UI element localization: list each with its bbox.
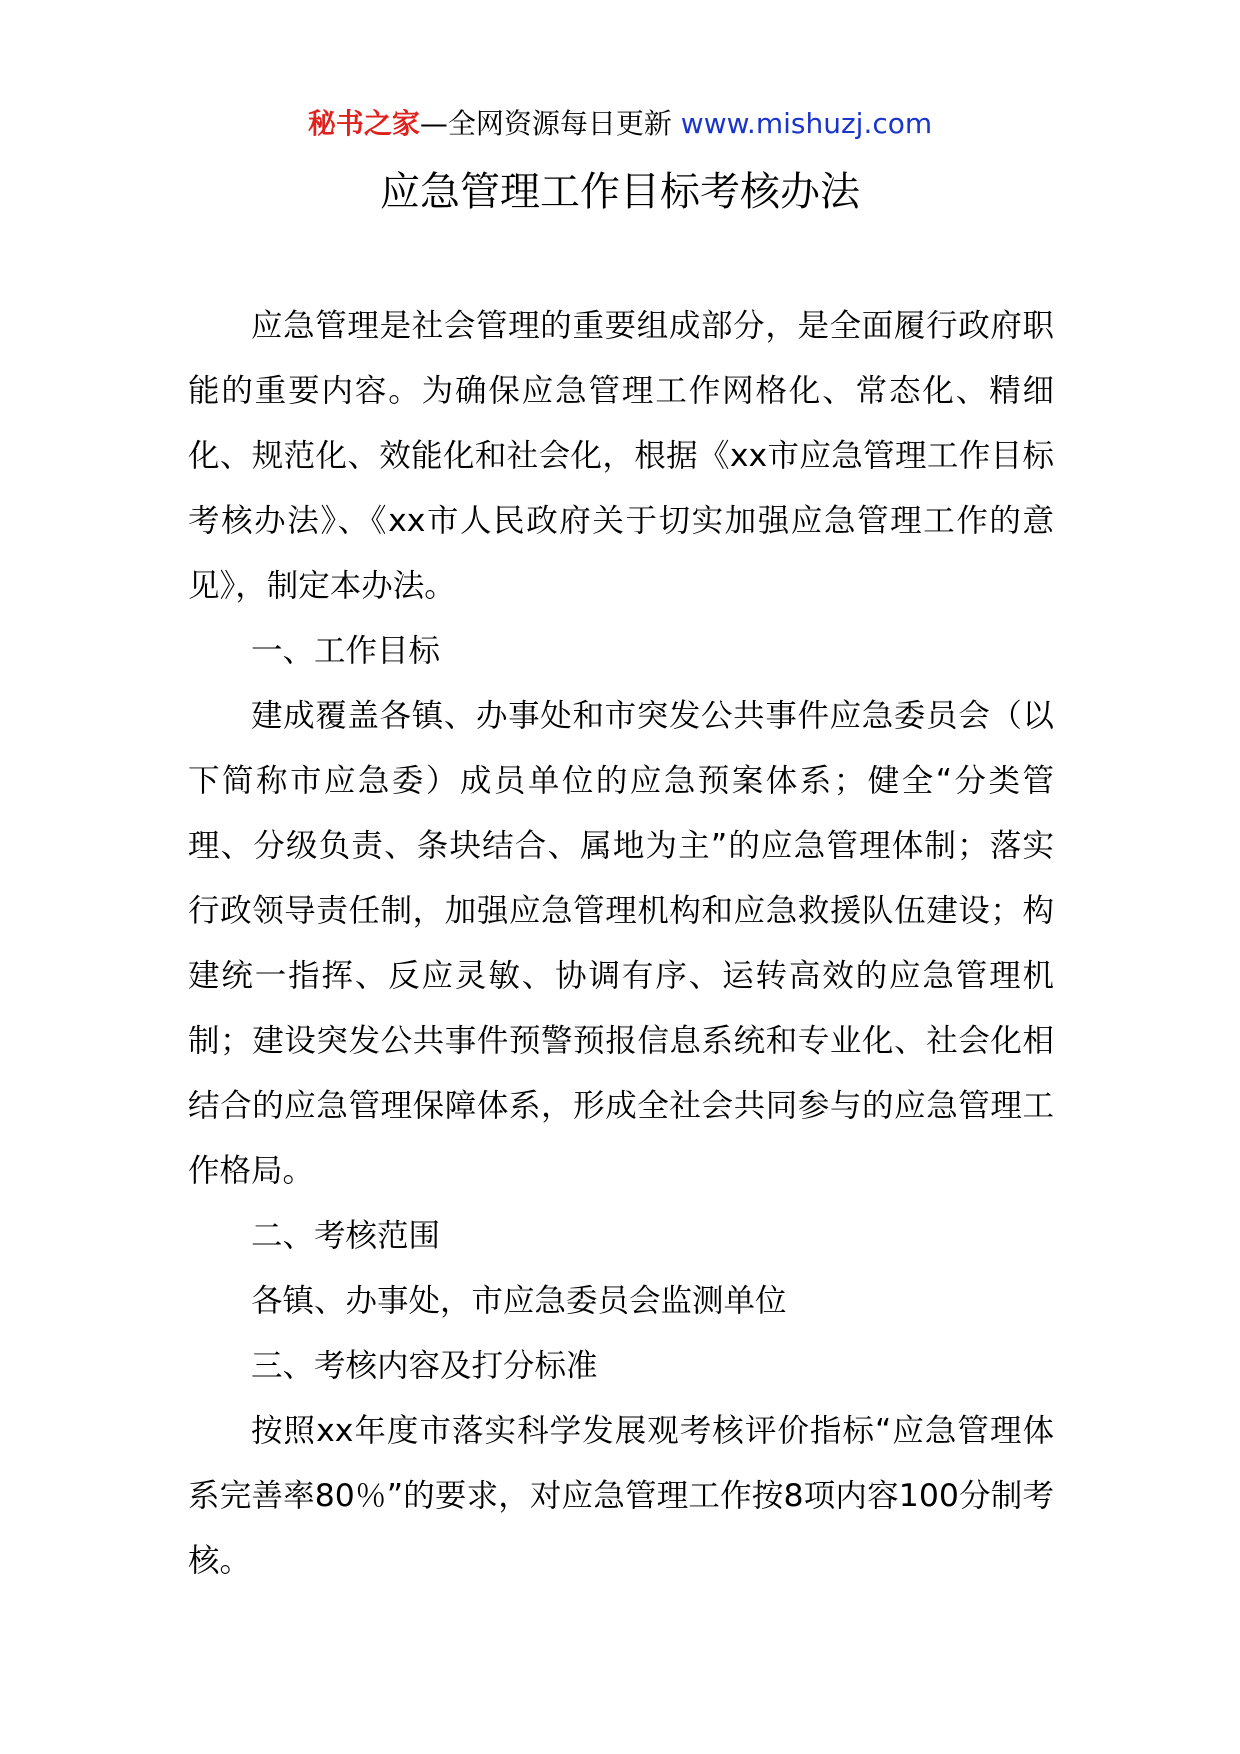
goals-paragraph: 建成覆盖各镇、办事处和市突发公共事件应急委员会（以下简称市应急委）成员单位的应急预案体系；健全“分类管理、分级负责、条块结合、属地为主”的应急管理体制；落实行政领导责任制，加强应急管理机构和应急救援队伍建设；构建统一指挥、反应灵敏、协调有序、运转高效的应急管理机制；建设突发公共事件预警预报信息系统和专业化、社会化相结合的应急管理保障体系，形成全社会共同参与的应急管理工作格局。	[188, 698, 1054, 1189]
section-heading-scope: 二、考核范围	[251, 1218, 441, 1254]
intro-paragraph: 应急管理是社会管理的重要组成部分，是全面履行政府职能的重要内容。为确保应急管理工作网格化、常态化、精细化、规范化、效能化和社会化，根据《xx市应急管理工作目标考核办法》、《xx市人民政府关于切实加强应急管理工作的意见》，制定本办法。	[188, 308, 1054, 604]
document-body	[188, 294, 1054, 1594]
section-heading-content: 三、考核内容及打分标准	[251, 1348, 598, 1384]
header-tagline: —全网资源每日更新	[419, 107, 672, 140]
site-header	[0, 104, 1240, 144]
content-paragraph: 按照xx年度市落实科学发展观考核评价指标“应急管理体系完善率80％”的要求，对应急管理工作按8项内容100分制考核。	[188, 1413, 1054, 1579]
site-url[interactable]: www.mishuzj.com	[680, 107, 933, 140]
brand-name: 秘书之家	[307, 107, 420, 140]
scope-paragraph: 各镇、办事处，市应急委员会监测单位	[251, 1283, 787, 1319]
document-title: 应急管理工作目标考核办法	[380, 169, 860, 215]
section-heading-goals: 一、工作目标	[251, 633, 441, 669]
